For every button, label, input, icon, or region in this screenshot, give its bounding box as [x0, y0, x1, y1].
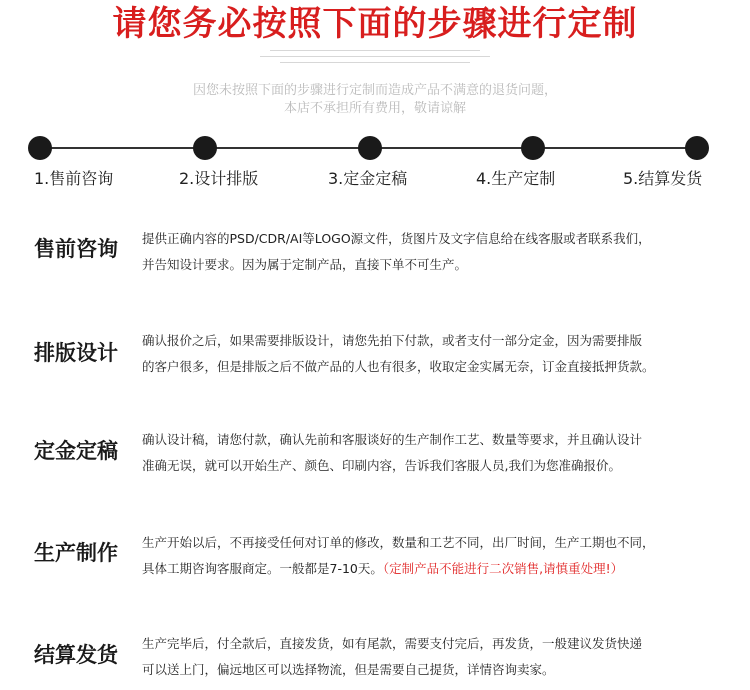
section-deposit-line-1: 确认设计稿，请您付款，确认先前和客服谈好的生产制作工艺、数量等要求，并且确认设计 [142, 432, 643, 447]
title-divider [280, 62, 470, 63]
step-2-dot [193, 136, 217, 160]
section-shipping-body [142, 631, 722, 683]
step-5-dot [685, 136, 709, 160]
step-1-dot [28, 136, 52, 160]
step-4-label: 4.生产定制 [476, 169, 556, 188]
step-1-label: 1.售前咨询 [34, 169, 114, 188]
resale-warning: （定制产品不能进行二次销售,请慎重处理!） [382, 561, 624, 576]
section-presale-body [142, 226, 722, 278]
section-production-title: 生产制作 [34, 541, 118, 565]
section-layout-body [142, 328, 722, 380]
section-layout-line-1: 确认报价之后，如果需要排版设计，请您先拍下付款，或者支付一部分定金，因为需要排版 [142, 333, 643, 348]
step-3-label: 3.定金定稿 [328, 169, 408, 188]
section-presale-line-2: 并告知设计要求。因为属于定制产品，直接下单不可生产。 [142, 257, 468, 272]
section-production-body [142, 530, 722, 582]
section-layout-line-2: 的客户很多，但是排版之后不做产品的人也有很多，收取定金实属无奈，订金直接抵押货款。 [142, 359, 655, 374]
section-deposit-body [142, 427, 722, 479]
section-production-line-2 [142, 556, 722, 582]
step-2-label: 2.设计排版 [179, 169, 259, 188]
section-presale-title: 售前咨询 [34, 237, 118, 261]
section-shipping-line-1: 生产完毕后，付全款后，直接发货，如有尾款，需要支付完后，再发货，一般建议发货快递 [142, 636, 643, 651]
title-divider [260, 56, 490, 57]
section-shipping-line-2: 可以送上门，偏远地区可以选择物流，但是需要自己提货，详情咨询卖家。 [142, 662, 555, 677]
section-production-line-2-text: 具体工期咨询客服商定。一般都是7-10天。 [142, 561, 383, 576]
step-3-dot [358, 136, 382, 160]
step-5-label: 5.结算发货 [623, 169, 703, 188]
notice-line-1: 因您未按照下面的步骤进行定制而造成产品不满意的退货问题， [192, 83, 557, 98]
section-layout-title: 排版设计 [34, 341, 118, 365]
section-shipping-title: 结算发货 [34, 643, 118, 667]
notice-line-2: 本店不承担所有费用，敬请谅解 [283, 101, 466, 116]
section-deposit-title: 定金定稿 [34, 439, 118, 463]
title-divider [270, 50, 480, 51]
section-presale-line-1: 提供正确内容的PSD/CDR/AI等LOGO源文件，货图片及文字信息给在线客服或者联系我们， [142, 231, 651, 246]
step-4-dot [521, 136, 545, 160]
section-deposit-line-2: 准确无误，就可以开始生产、颜色、印刷内容，告诉我们客服人员,我们为您准确报价。 [142, 458, 621, 473]
section-production-line-1: 生产开始以后，不再接受任何对订单的修改，数量和工艺不同，出厂时间，生产工期也不同， [142, 535, 655, 550]
page-title: 请您务必按照下面的步骤进行定制 [112, 4, 638, 44]
